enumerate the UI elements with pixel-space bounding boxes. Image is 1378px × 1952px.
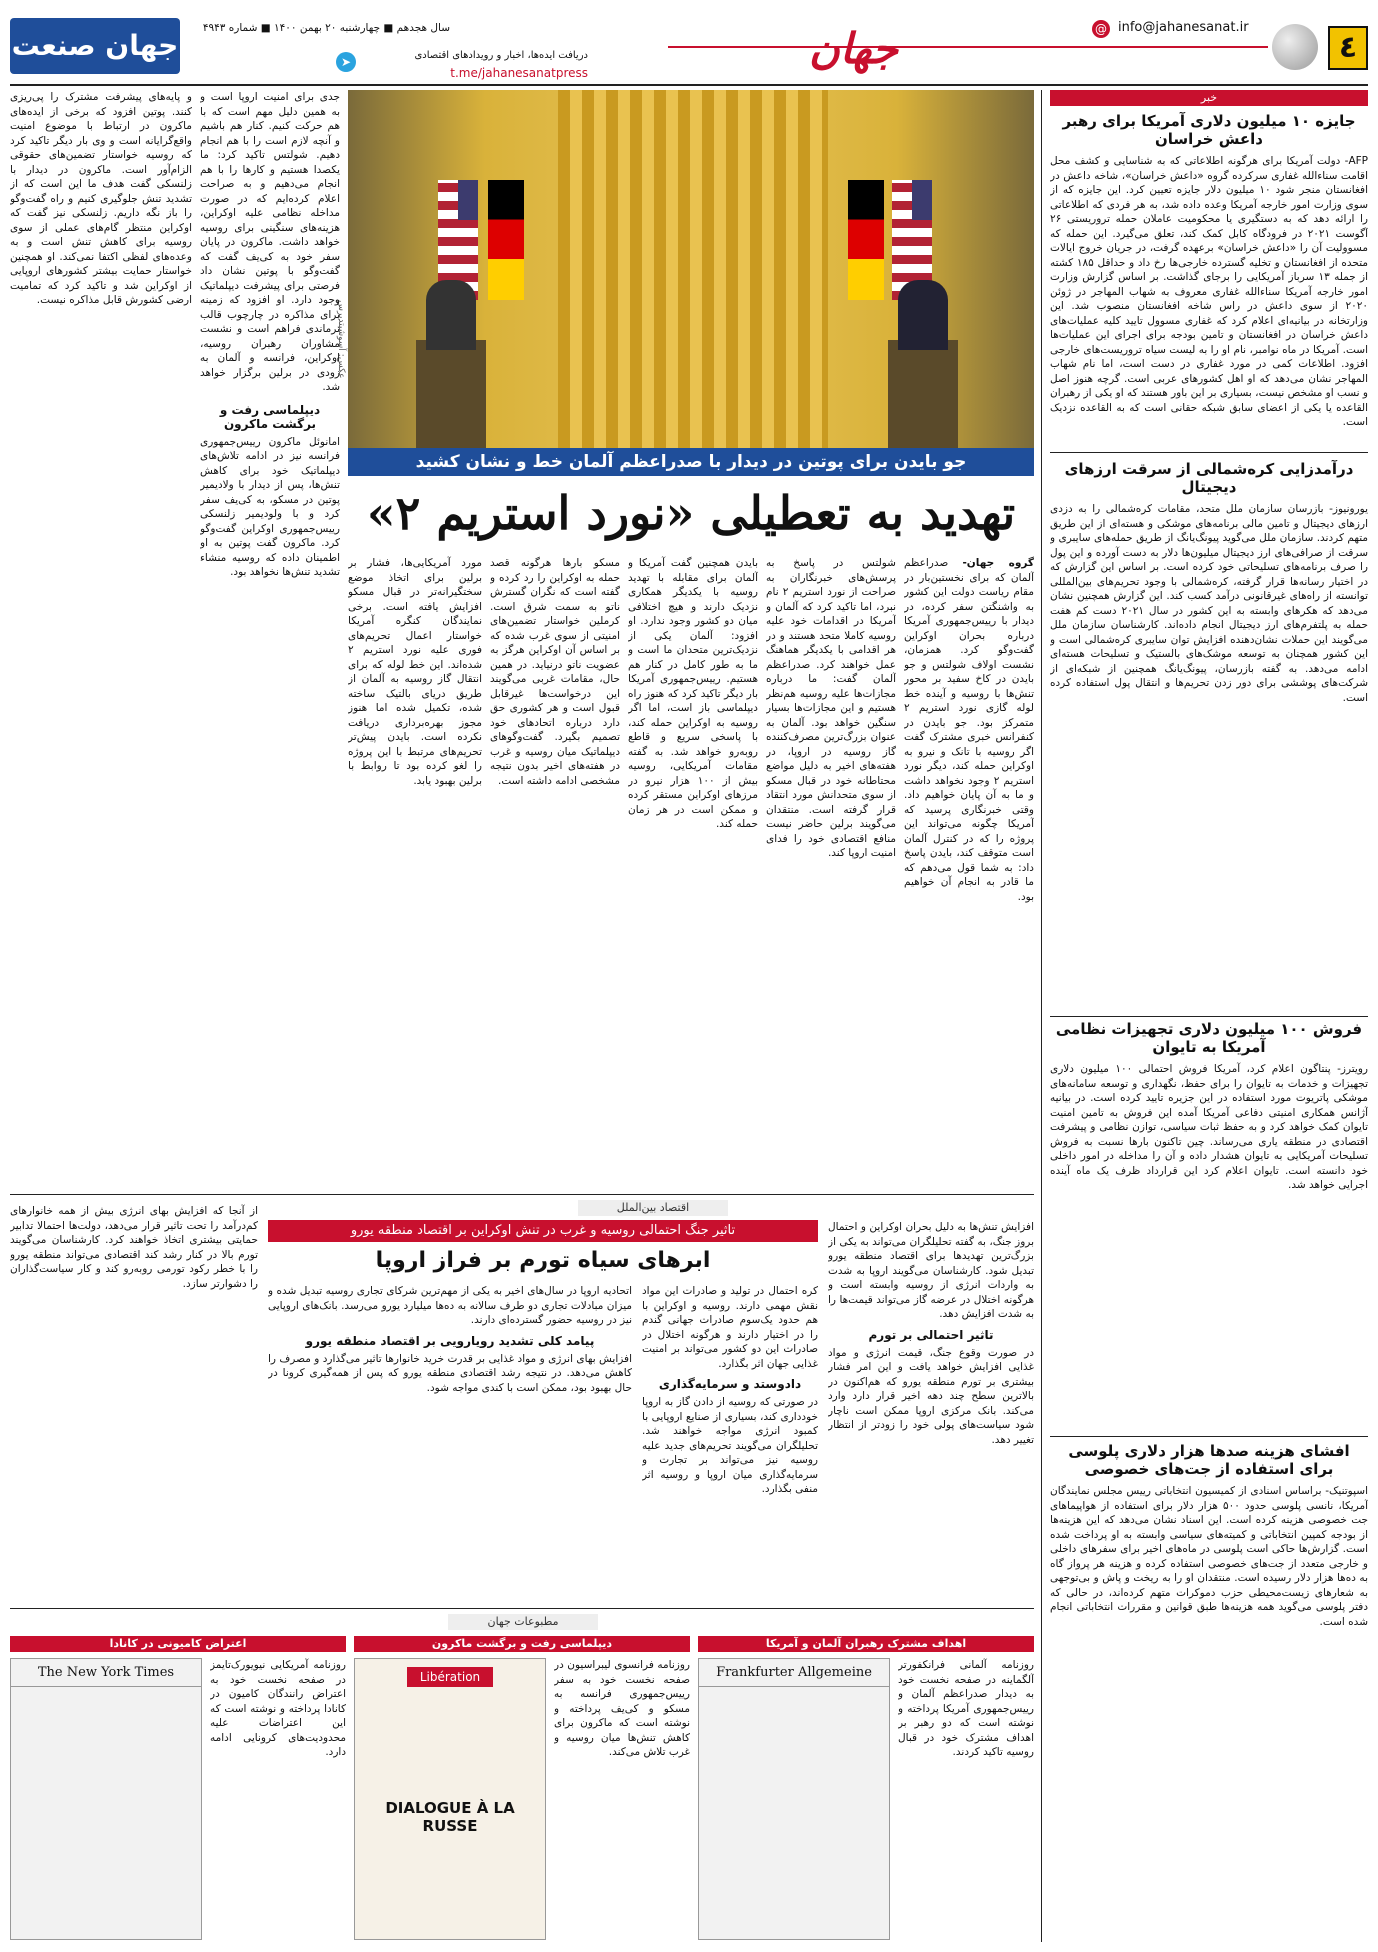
economy-text: از آنجا که افزایش بهای انرژی بیش از همه خانوارهای کم‌درآمد را تحت تاثیر قرار می‌دهد، دولت‌ها احتمالا تدابیر حمایتی بیشتری اتخاذ خواهند کرد. کارشناسان می‌گویند تورم بالا در کنار رشد کند اقتصادی می‌تواند منطقه یورو را با خطر رکود تورمی روبه‌رو کند و کار سیاست‌گذاران را دشوارتر سازد. <box>10 1205 258 1290</box>
story-body: اسپوتنیک- براساس اسنادی از کمیسیون انتخاباتی رییس مجلس نمایندگان آمریکا، نانسی پلوسی حدود ۵۰۰ هزار دلار برای استفاده از هواپیماهای جت خصوصی هزینه کرده است. این اسناد نشان می‌دهد که این هزینه‌ها از بودجه کمپین انتخاباتی و کمیته‌های سیاسی وابسته به او پرداخت شده است. گزارش‌ها حاکی است پلوسی در ماه‌های اخیر برای سفرهای داخلی و خارجی متعدد از جت‌های خصوصی استفاده کرده و هزینه هر پرواز گاه به ده‌ها هزار دلار رسیده است. منتقدان او را به ریخت و پاش و بی‌توجهی به شعارهای زیست‌محیطی حزب دموکرات متهم کرده‌اند، در حالی که دفتر پلوسی می‌گوید همه هزینه‌ها طبق قوانین و مقررات انتخاباتی انجام شده است. <box>1050 1485 1368 1628</box>
newspaper-masthead: The New York Times <box>11 1659 201 1687</box>
lead-text: بایدن همچنین گفت آمریکا و آلمان برای مقابله با تهدید روسیه با یکدیگر همکاری نزدیک دارند و هیچ اختلافی میان دو کشور وجود ندارد. او افزود: آلمان یکی از نزدیک‌ترین متحدان ما است و ما به طور کامل در کنار هم هستیم. رییس‌جمهوری آمریکا بار دیگر تاکید کرد که هنوز راه دیپلماسی باز است، اما اگر روسیه به اوکراین حمله کند، با پاسخی سریع و قاطع روبه‌رو خواهد شد. به گفته مقامات آمریکایی، روسیه بیش از ۱۰۰ هزار نیرو در مرزهای اوکراین مستقر کرده و ممکن است در هر زمان حمله کند. <box>628 557 758 830</box>
speaker-left <box>426 280 476 350</box>
lead-text: جدی برای امنیت اروپا است و به همین دلیل مهم است که با هم حرکت کنیم. کنار هم باشیم و آنچه لازم است را با هم انجام دهیم. شولتس تاکید کرد: ما یکصدا هستیم و کارها را با هم انجام می‌دهیم و به صراحت اعلام کرده‌ایم که در صورت مداخله نظامی علیه اوکراین، هزینه‌های سنگینی برای روسیه خواهد داشت. ماکرون در پایان سفر خود به کی‌یف گفت که گفت‌وگو با پوتین نشان داد فرصتی برای پیشرفت دیپلماتیک وجود دارد. او افزود که زمینه برای مذاکره در چارچوب قالب نرماندی فراهم است و نشست مشاوران رهبران روسیه، اوکراین، فرانسه و آلمان به زودی در برلین برگزار خواهد شد. <box>200 91 340 393</box>
sidebar-story-2 <box>1050 460 1368 1010</box>
lead-col-4 <box>490 556 620 1186</box>
byline: گروه جهان- <box>962 557 1034 569</box>
economy-text: کره احتمال در تولید و صادرات این مواد نقش مهمی دارند. روسیه و اوکراین با هم حدود یک‌سوم صادرات جهانی گندم را در اختیار دارند و هرگونه اختلال در صادرات این دو کشور می‌تواند بر امنیت غذایی جهان اثر بگذارد. <box>642 1285 818 1370</box>
story-title: فروش ۱۰۰ میلیون دلاری تجهیزات نظامی آمریکا به تایوان <box>1055 1020 1363 1056</box>
issue-line-visible: سال هجدهم ■ چهارشنبه ۲۰ بهمن ۱۴۰۰ ■ شماره ۴۹۴۳ <box>202 22 450 34</box>
press-item-2 <box>354 1636 690 1942</box>
story-body: یورونیوز- بازرسان سازمان ملل متحد، مقامات کره‌شمالی را به دزدی ارزهای دیجیتال و تامین مالی برنامه‌های موشکی و هسته‌ای از این طریق متهم کردند. سازمان ملل می‌گوید پیونگ‌یانگ از طریق حمله‌های سایبری و سرقت از صرافی‌های ارز دیجیتال میلیون‌ها دلار به دست آورده و این پول را صرف برنامه‌های تسلیحاتی خود کرده است. بر اساس این گزارش که در اختیار رسانه‌ها قرار گرفته، کره‌شمالی با وجود تحریم‌های بین‌المللی توانسته از راه‌های غیرقانونی درآمد کسب کند. این گزارش همچنین نشان می‌دهد که هکرهای وابسته به این کشور در سال ۲۰۲۱ دست کم هفت حمله به پلتفرم‌های ارز دیجیتال انجام داده‌اند. کارشناسان سازمان ملل می‌گویند این حملات نشان‌دهنده افزایش توان سایبری کره‌شمالی است و این کشور همچنان به توسعه موشک‌های بالستیک و تسلیحات هسته‌ای ادامه می‌دهد. به گفته بازرسان، پیونگ‌یانگ همچنین از شبکه‌ای از شرکت‌های پوششی برای دور زدن تحریم‌ها و انتقال پول استفاده کرده است. <box>1050 503 1368 704</box>
press-body: روزنامه آلمانی فرانکفورتر آلگماینه در صفحه نخست خود به دیدار صدراعظم آلمان و رییس‌جمهوری آمریکا پرداخته و نوشته است که دو رهبر بر اهداف مشترک خود در قبال روسیه تاکید کردند. <box>898 1659 1034 1758</box>
lead-text: مسکو بارها هرگونه قصد حمله به اوکراین را رد کرده و گفته است که نگران گسترش ناتو به سمت شرق است. کرملین خواستار تضمین‌های امنیتی از سوی غرب شده که بر اساس آن اوکراین هرگز به عضویت ناتو درنیاید. در همین حال، مقامات غربی می‌گویند این درخواست‌ها غیرقابل قبول است و هر کشوری حق دارد درباره اتحادهای خود تصمیم بگیرد. گفت‌وگوهای دیپلماتیک میان روسیه و غرب در هفته‌های اخیر بدون نتیجه مشخصی ادامه داشته است. <box>490 557 620 787</box>
economy-col-1 <box>828 1220 1034 1600</box>
lead-text: شولتس در پاسخ به پرسش‌های خبرنگاران به صراحت از نورد استریم ۲ نام نبرد، اما تاکید کرد که آلمان و آمریکا در اقدامات خود علیه روسیه کاملا متحد هستند و در هر اقدامی با یکدیگر هماهنگ عمل خواهند کرد. صدراعظم آلمان گفت: ما درباره مجازات‌ها علیه روسیه هم‌نظر هستیم و این مجازات‌ها بسیار سنگین خواهد بود. آلمان به عنوان بزرگ‌ترین مصرف‌کننده گاز روسیه در اروپا، در هفته‌های اخیر به دلیل مواضع محتاطانه خود در قبال مسکو از سوی متحدانش مورد انتقاد قرار گرفته است. منتقدان می‌گویند برلین حاضر نیست منافع اقتصادی خود را فدای امنیت اروپا کند. <box>766 557 896 859</box>
sidebar-tab: خبر <box>1050 90 1368 106</box>
newspaper-masthead: Libération <box>407 1667 493 1687</box>
lead-kicker: جو بایدن برای پوتین در دیدار با صدراعظم آلمان خط و نشان کشید <box>348 448 1034 476</box>
lead-col-3 <box>628 556 758 1186</box>
logo: جهان صنعت <box>10 18 180 74</box>
lead-col-2 <box>766 556 896 1186</box>
press-item-title: دیپلماسی رفت و برگشت ماکرون <box>354 1636 690 1652</box>
email-icon: @ <box>1092 20 1110 38</box>
economy-tab: اقتصاد بین‌الملل <box>578 1200 728 1216</box>
lead-col-1 <box>904 556 1034 1186</box>
subhead: پیامد کلی تشدید رویارویی بر اقتصاد منطقه یورو <box>305 1333 595 1348</box>
lead-photo <box>348 90 1034 448</box>
lead-text: و پایه‌های پیشرفت مشترک را پی‌ریزی کنند. پوتین افزود که برخی از ایده‌های ماکرون در ارتباط با موضوع امنیت واقع‌گرایانه است و وی بار دیگر تاکید کرد که روسیه خواستار تضمین‌های حقوقی الزام‌آور است. ماکرون در دیدار با زلنسکی گفت هدف ما این است که از تشدید تنش جلوگیری کنیم و راه گفت‌وگو را باز نگه داریم. زلنسکی نیز گفت که اوکراین منتظر گام‌های عملی از سوی روسیه برای کاهش تنش است و به وعده‌های لفظی اکتفا نمی‌کند. او همچنین خواستار حمایت بیشتر کشورهای اروپایی از اوکراین شد و تاکید کرد که تمامیت ارضی کشورش قابل مذاکره نیست. <box>10 91 192 306</box>
economy-text: افزایش تنش‌ها به دلیل بحران اوکراین و احتمال بروز جنگ، به گفته تحلیلگران می‌تواند به یکی از بزرگ‌ترین تهدیدها برای اقتصاد منطقه یورو تبدیل شود. کارشناسان می‌گویند اروپا به شدت به واردات انرژی از روسیه وابسته است و هرگونه اختلال در عرضه گاز می‌تواند قیمت‌ها را به شدت افزایش دهد. <box>828 1221 1034 1320</box>
telegram-caption: دریافت ایده‌ها، اخبار و رویدادهای اقتصادی <box>414 50 588 61</box>
economy-headline: ابرهای سیاه تورم بر فراز اروپا <box>375 1248 711 1273</box>
subhead: تاثیر احتمالی بر تورم <box>868 1327 994 1342</box>
story-title: درآمدزایی کره‌شمالی از سرقت ارزهای دیجیتال <box>1064 460 1354 496</box>
economy-text: افزایش بهای انرژی و مواد غذایی بر قدرت خرید خانوارها تاثیر می‌گذارد و مصرف را کاهش می‌دهد. در نتیجه رشد اقتصادی منطقه یورو که پس از همه‌گیری کرونا در حال بهبود بود، ممکن است با کندی مواجه شود. <box>268 1352 632 1394</box>
subhead: دادوستد و سرمایه‌گذاری <box>658 1377 802 1391</box>
flag-germany-right <box>848 180 884 300</box>
press-item-1 <box>698 1636 1034 1942</box>
story-body: AFP- دولت آمریکا برای هرگونه اطلاعاتی که به شناسایی و کشف محل اقامت سناءالله غفاری سرکرده گروه «داعش خراسان»، شاخه داعش در افغانستان منجر شود ۱۰ میلیون دلار جایزه تعیین کرد. این جایزه که از سوی وزارت امور خارجه آمریکا وعده داده شد، به هر فردی که اطلاعاتی را ارائه دهد که به دستگیری یا محکومیت عاملان حمله تروریستی ۲۶ آگوست ۲۰۲۱ در فرودگاه کابل کمک کند، تعلق می‌گیرد. این حمله که مسوولیت آن را «داعش خراسان» برعهده گرفت، در جریان خروج ایالات متحده از افغانستان و تخلیه گسترده خارجی‌ها رخ داد و حداقل ۱۸۵ کشته از جمله ۱۳ سرباز آمریکایی را برجای گذاشت. بر اساس گزارش وزارت امور خارجه آمریکا سناءالله غفاری معروف به شهاب المهاجر در ژوئن ۲۰۲۰ از سوی داعش در راس شاخه افغانستان منصوب شد. این وزارتخانه در بیانیه‌ای اعلام کرد که غفاری مسوول تایید کلیه عملیات‌های داعش خراسان در افغانستان و تامین بودجه برای اجرای این عملیات‌ها است. آمریکا در ماه نوامبر، نام او را به لیست سیاه تروریست‌های خارجی افزود. اطلاعات کمی در مورد غفاری در دست است، اما نام شهاب المهاجر نشان می‌دهد که او اهل کشورهای عربی است. گرچه هنوز اصل و نسب او مشخص نیست، بسیاری بر این باور هستند که او یکی از رهبران القاعده یا یکی از اعضای سابق شبکه حقانی است که به القاعده نزدیک است. <box>1050 155 1368 428</box>
story-title: جایزه ۱۰ میلیون دلاری آمریکا برای رهبر داعش خراسان <box>1062 112 1356 148</box>
press-item-text <box>554 1658 690 1942</box>
telegram-link[interactable]: t.me/jahanesanatpress <box>450 66 588 80</box>
newspaper-thumb <box>10 1658 202 1940</box>
sidebar-story-1 <box>1050 112 1368 442</box>
press-item-title: اهداف مشترک رهبران آلمان و آمریکا <box>698 1636 1034 1652</box>
press-item-text <box>898 1658 1034 1942</box>
lead-text: امانوئل ماکرون رییس‌جمهوری فرانسه نیز در ادامه تلاش‌های دیپلماتیک خود برای کاهش تنش‌ها، پس از دیدار با ولادیمیر پوتین در مسکو، به کی‌یف سفر کرد و با ولودیمیر زلنسکی رییس‌جمهوری اوکراین گفت‌وگو کرد. ماکرون گفت پوتین به او اطمینان داده که روسیه منشاء تشدید تنش‌ها نخواهد بود. <box>200 435 340 578</box>
press-tab: مطبوعات جهان <box>448 1614 598 1630</box>
economy-text: در صورت وقوع جنگ، قیمت انرژی و مواد غذایی افزایش خواهد یافت و این امر فشار بیشتری بر تورم منطقه یورو که هم‌اکنون در بالاترین سطح چند دهه اخیر قرار دارد وارد می‌کند. بانک مرکزی اروپا ممکن است ناچار شود سیاست‌های پولی خود را زودتر از انتظار تغییر دهد. <box>828 1346 1034 1446</box>
economy-kicker: تاثیر جنگ احتمالی روسیه و غرب در تنش اوکراین بر اقتصاد منطقه یورو <box>268 1220 818 1242</box>
sidebar-story-3 <box>1050 1020 1368 1430</box>
newspaper-masthead: Frankfurter Allgemeine <box>699 1659 889 1687</box>
economy-text: در صورتی که روسیه از دادن گاز به اروپا خودداری کند، بسیاری از صنایع اروپایی با کمبود انرژی مواجه خواهند شد. تحلیلگران می‌گویند تحریم‌های جدید علیه روسیه نیز می‌تواند بر تجارت و سرمایه‌گذاری میان اروپا و روسیه اثر منفی بگذارد. <box>642 1396 818 1495</box>
press-item-title: اعتراض کامیونی در کانادا <box>10 1636 346 1652</box>
flag-germany-left <box>488 180 524 300</box>
email-address[interactable]: info@jahanesanat.ir <box>1118 20 1249 35</box>
economy-col-4 <box>10 1204 258 1600</box>
story-title: افشای هزینه صدها هزار دلاری پلوسی برای استفاده از جت‌های خصوصی <box>1068 1442 1350 1478</box>
economy-col-3 <box>268 1284 632 1600</box>
globe-icon <box>1272 24 1318 70</box>
curtain <box>558 90 828 448</box>
press-item-3 <box>10 1636 346 1942</box>
header-bar <box>10 10 1368 82</box>
lead-text: صدراعظم آلمان که برای نخستین‌بار در مقام ریاست دولت این کشور به واشنگتن سفر کرده، در دیدار با رییس‌جمهوری آمریکا درباره بحران اوکراین گفت‌وگو کرد. همزمان، نشست اولاف شولتس و جو بایدن در کاخ سفید بر محور تنش‌ها با روسیه و آینده خط لوله گازی نورد استریم ۲ متمرکز بود. جو بایدن در کنفرانس خبری مشترک گفت اگر روسیه با تانک و نیرو به اوکراین حمله کند، دیگر نورد استریم ۲ وجود نخواهد داشت و ما به آن پایان خواهیم داد. وقتی خبرنگاری پرسید که آمریکا چگونه می‌تواند این پروژه را که در کنترل آلمان است متوقف کند، بایدن پاسخ داد: به شما قول می‌دهم که ما قادر به انجام آن خواهیم بود. <box>904 557 1034 903</box>
lead-text: مورد آمریکایی‌ها، فشار بر برلین برای اتخاذ موضع سختگیرانه‌تر در قبال مسکو افزایش یافته است. برخی نمایندگان کنگره آمریکا خواستار اعمال تحریم‌های فوری علیه نورد استریم ۲ شده‌اند. این خط لوله که برای انتقال گاز روسیه به آلمان از طریق دریای بالتیک ساخته شده، تکمیل شده اما هنوز مجوز بهره‌برداری دریافت نکرده است. بایدن پیش‌تر تحریم‌های مرتبط با این پروژه را لغو کرده بود تا روابط با برلین بهبود یابد. <box>348 557 482 787</box>
press-body: روزنامه آمریکایی نیویورک‌تایمز در صفحه نخست خود به اعتراض رانندگان کامیون در کانادا پرداخته و نوشته است که این اعتراضات علیه محدودیت‌های کرونایی ادامه دارد. <box>210 1659 346 1758</box>
newspaper-headline: DIALOGUE À LA RUSSE <box>385 1799 515 1835</box>
podium-right <box>888 340 958 448</box>
newspaper-thumb <box>354 1658 546 1940</box>
lead-headline: تهدید به تعطیلی «نورد استریم ۲» <box>366 486 1016 540</box>
press-item-text <box>210 1658 346 1942</box>
photo-credit: عکس: آسوشیتدپرس <box>336 300 346 379</box>
page-number: ٤ <box>1328 26 1368 70</box>
section-title: جهان <box>809 24 898 73</box>
press-body: روزنامه فرانسوی لیبراسیون در صفحه نخست خود به سفر رییس‌جمهوری فرانسه به مسکو و کی‌یف پرداخته و نوشته است که ماکرون برای کاهش تنش‌ها میان روسیه و غرب تلاش می‌کند. <box>554 1659 690 1758</box>
telegram-icon: ➤ <box>336 52 356 72</box>
story-body: رویترز- پنتاگون اعلام کرد، آمریکا فروش احتمالی ۱۰۰ میلیون دلاری تجهیزات و خدمات به تایوان را برای حفظ، نگهداری و توسعه سامانه‌های موشکی پاتریوت مورد استفاده در این جزیره تایید کرده است. در بیانیه آژانس همکاری امنیتی دفاعی آمریکا آمده این فروش به تامین امنیت تایوان کمک خواهد کرد و به حفظ ثبات سیاسی، توازن نظامی و پیشرفت اقتصادی در منطقه یاری می‌رساند. چین تاکنون بارها نسبت به فروش تسلیحات آمریکایی به تایوان هشدار داده و آن را مداخله در امور داخلی خود دانسته است. تایوان اعلام کرد این قرارداد ظرف یک ماه آینده اجرایی خواهد شد. <box>1050 1063 1368 1191</box>
lead-col-7 <box>10 90 192 1186</box>
subhead: دیپلماسی رفت و برگشت ماکرون <box>219 402 321 431</box>
newspaper-thumb <box>698 1658 890 1940</box>
lead-col-6 <box>200 90 340 1186</box>
economy-text: اتحادیه اروپا در سال‌های اخیر به یکی از مهم‌ترین شرکای تجاری روسیه تبدیل شده و میزان مبادلات تجاری دو طرف سالانه به ده‌ها میلیارد یورو می‌رسد. بانک‌های اروپایی نیز در روسیه حضور گسترده‌ای دارند. <box>268 1285 632 1326</box>
economy-col-2 <box>642 1284 818 1600</box>
podium-left <box>416 340 486 448</box>
speaker-right <box>898 280 948 350</box>
sidebar-story-4 <box>1050 1442 1368 1942</box>
lead-col-5 <box>348 556 482 1186</box>
